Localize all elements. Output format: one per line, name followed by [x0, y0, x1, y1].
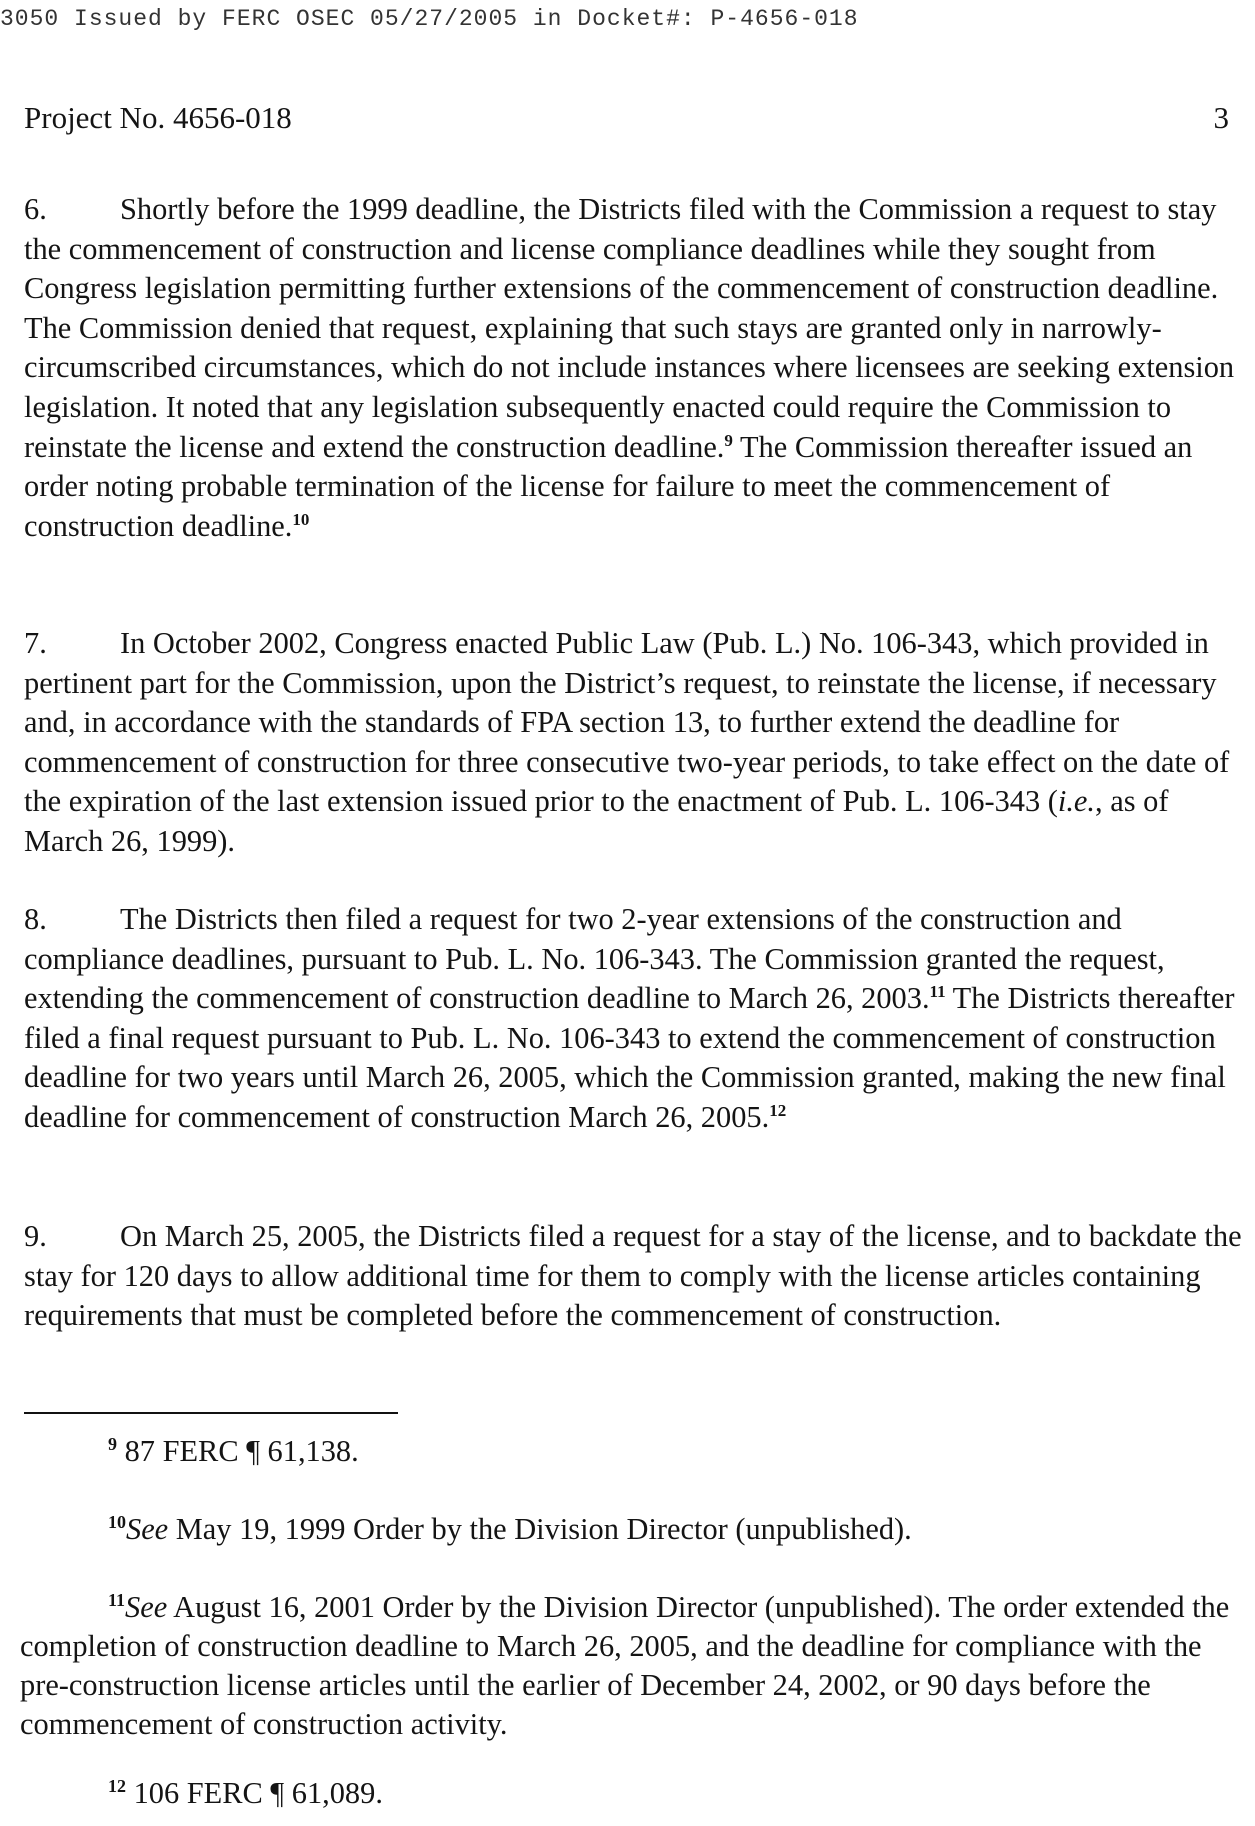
paragraph-text: The Districts then filed a request for two 2-year extensions of the construction and compliance deadlines, pursuant to Pub. L. No. 106-343. The Commission granted the request, extending the commencement of construction deadline to March 26, 2003. — [24, 902, 1165, 1016]
footnote-separator — [24, 1412, 398, 1414]
footnote-12 — [20, 1774, 1250, 1813]
paragraph-text: On March 25, 2005, the Districts filed a request for a stay of the license, and to backdate the stay for 120 days to allow additional time for them to comply with the license articles containing requirements that must be completed before the commencement of construction. — [24, 1219, 1242, 1333]
paragraph-6 — [24, 190, 1250, 546]
paragraph-text: In October 2002, Congress enacted Public Law (Pub. L.) No. 106-343, which provided in pertinent part for the Commission, upon the District’s request, to reinstate the license, if necessary and, in accordance with the standards of FPA section 13, to further extend the deadline for commencement of construction for three consecutive two-year periods, to take effect on the date of the expiration of the last extension issued prior to the enactment of Pub. L. 106-343 ( — [24, 626, 1230, 819]
paragraph-9 — [24, 1217, 1250, 1336]
footnote-text: 87 FERC ¶ 61,138. — [117, 1434, 359, 1468]
paragraph-7 — [24, 624, 1250, 862]
page-number: 3 — [1213, 100, 1229, 135]
footnote-text: May 19, 1999 Order by the Division Director (unpublished). — [168, 1512, 912, 1546]
footnote-ref-10[interactable]: 10 — [292, 509, 310, 529]
footnote-see: See — [125, 1590, 168, 1624]
paragraph-number: 6. — [24, 192, 47, 226]
footnote-11 — [20, 1588, 1250, 1744]
filing-stamp: 3050 Issued by FERC OSEC 05/27/2005 in Docket#: P-4656-018 — [0, 6, 859, 32]
footnote-9 — [20, 1432, 1250, 1471]
footnote-ref-9[interactable]: 9 — [724, 430, 733, 450]
paragraph-number: 8. — [24, 902, 47, 936]
paragraph-text: Shortly before the 1999 deadline, the Districts filed with the Commission a request to stay the commencement of construction and license compliance deadlines while they sought from Congress legislation permitting further extensions of the commencement of construction deadline. The Commission denied that request, explaining that such stays are granted only in narrowly-circumscribed circumstances, which do not include instances where licensees are seeking extension legislation. It noted that any legislation subsequently enacted could require the Commission to reinstate the license and extend the construction deadline. — [24, 192, 1235, 464]
footnote-mark: 11 — [108, 1589, 126, 1610]
paragraph-8 — [24, 900, 1250, 1138]
paragraph-number: 7. — [24, 626, 47, 660]
footnote-see: See — [126, 1512, 169, 1546]
footnote-text: 106 FERC ¶ 61,089. — [126, 1776, 383, 1810]
footnote-text: August 16, 2001 Order by the Division Director (unpublished). The order extended the completion of construction deadline to March 26, 2005, and the deadline for compliance with the pre-construction license articles until the earlier of December 24, 2002, or 90 days before the commencement of construction activity. — [20, 1590, 1230, 1741]
paragraph-text: The Districts thereafter filed a final request pursuant to Pub. L. No. 106-343 to extend the commencement of construction deadline for two years until March 26, 2005, which the Commission granted, making the new final deadline for commencement of construction March 26, 2005. — [24, 981, 1235, 1134]
paragraph-text: , as of March 26, 1999). — [24, 784, 1169, 858]
paragraph-number: 9. — [24, 1219, 47, 1253]
page-header — [24, 100, 1233, 136]
footnote-ref-12[interactable]: 12 — [769, 1100, 787, 1120]
paragraph-text: The Commission thereafter issued an order noting probable termination of the license for failure to meet the commencement of construction deadline. — [24, 429, 1193, 543]
footnote-mark: 9 — [108, 1433, 117, 1454]
footnote-ref-11[interactable]: 11 — [929, 982, 946, 1002]
project-number: Project No. 4656-018 — [24, 100, 292, 135]
footnote-10 — [20, 1510, 1250, 1549]
footnote-mark: 12 — [108, 1775, 126, 1796]
italic-ie: i.e. — [1057, 784, 1096, 819]
footnote-mark: 10 — [108, 1511, 126, 1532]
